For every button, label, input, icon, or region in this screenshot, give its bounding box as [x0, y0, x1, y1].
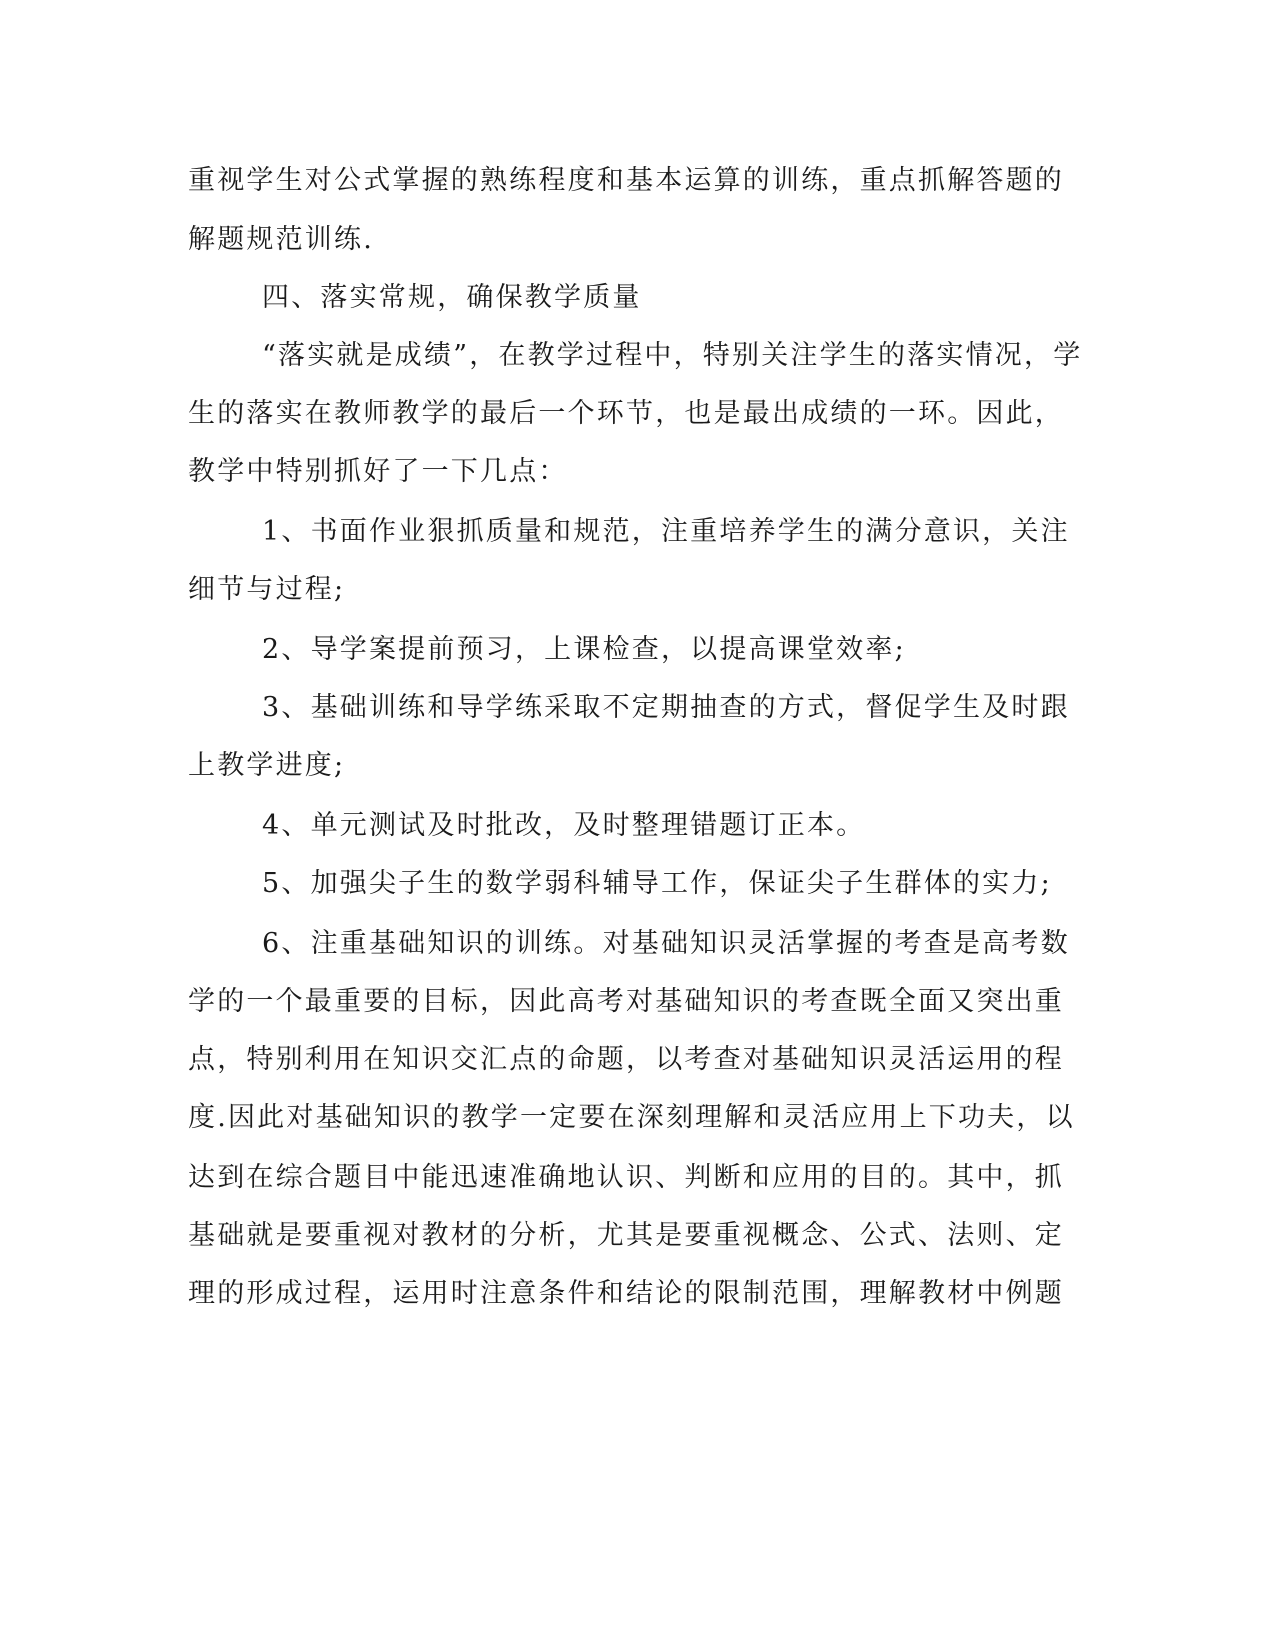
list-item-1: 1、书面作业狠抓质量和规范，注重培养学生的满分意识，关注 — [262, 516, 1070, 547]
list-item-6-continuation: 点，特别利用在知识交汇点的命题，以考查对基础知识灵活运用的程 — [188, 1044, 1064, 1075]
list-item-6-continuation: 理的形成过程，运用时注意条件和结论的限制范围，理解教材中例题 — [188, 1278, 1064, 1309]
list-item-5: 5、加强尖子生的数学弱科辅导工作，保证尖子生群体的实力; — [262, 868, 1052, 899]
list-item-4: 4、单元测试及时批改，及时整理错题订正本。 — [262, 810, 866, 841]
body-text-line: 教学中特别抓好了一下几点： — [188, 456, 568, 487]
list-item-6-continuation: 基础就是要重视对教材的分析，尤其是要重视概念、公式、法则、定 — [188, 1220, 1064, 1251]
body-text-line: 生的落实在教师教学的最后一个环节，也是最出成绩的一环。因此， — [188, 398, 1064, 429]
list-item-6: 6、注重基础知识的训练。对基础知识灵活掌握的考查是高考数 — [262, 928, 1070, 959]
list-item-6-continuation: 达到在综合题目中能迅速准确地认识、判断和应用的目的。其中，抓 — [188, 1162, 1064, 1193]
paragraph-first-line: “落实就是成绩”，在教学过程中，特别关注学生的落实情况，学 — [262, 340, 1083, 371]
list-item-2: 2、导学案提前预习，上课检查，以提高课堂效率; — [262, 634, 906, 665]
list-item-1-continuation: 细节与过程; — [188, 574, 346, 605]
list-item-3: 3、基础训练和导学练采取不定期抽查的方式，督促学生及时跟 — [262, 692, 1070, 723]
body-text-line: 重视学生对公式掌握的熟练程度和基本运算的训练，重点抓解答题的 — [188, 165, 1064, 196]
list-item-6-continuation: 度.因此对基础知识的教学一定要在深刻理解和灵活应用上下功夫，以 — [188, 1102, 1075, 1133]
section-heading: 四、落实常规，确保教学质量 — [262, 282, 642, 313]
list-item-6-continuation: 学的一个最重要的目标，因此高考对基础知识的考查既全面又突出重 — [188, 986, 1064, 1017]
body-text-line: 解题规范训练. — [188, 224, 374, 255]
list-item-3-continuation: 上教学进度; — [188, 750, 346, 781]
